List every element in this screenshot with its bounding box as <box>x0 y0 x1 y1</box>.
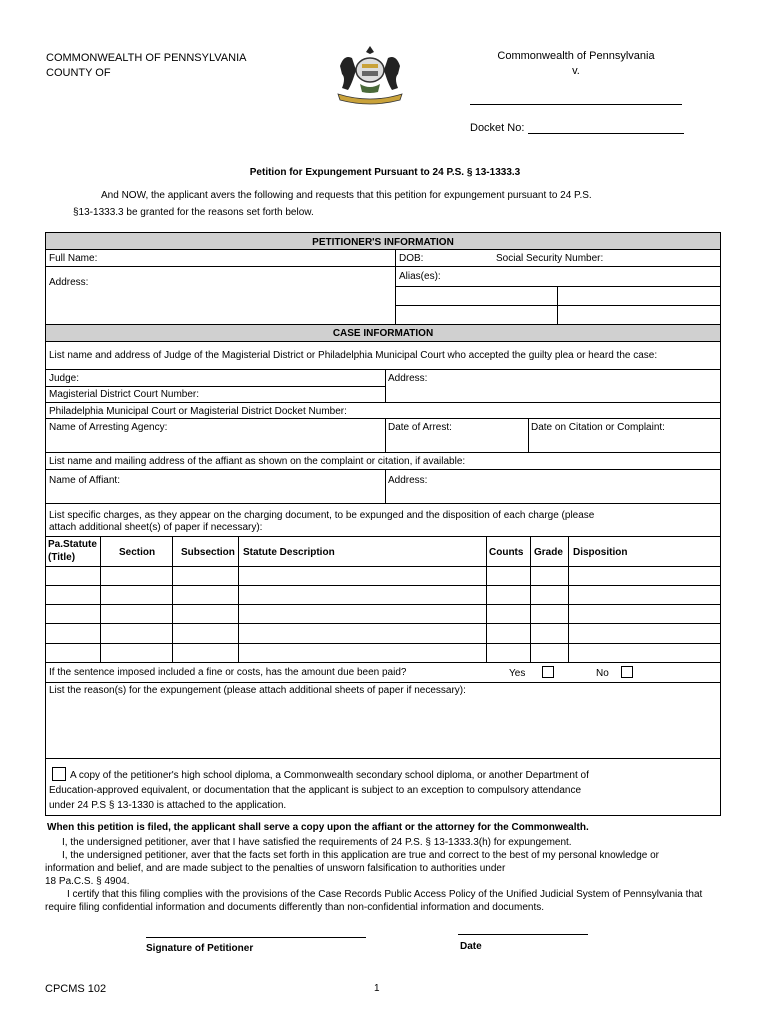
col-section-label: Section <box>119 547 156 558</box>
aver-facts-2: information and belief, and are made subject to the penalties of unsworn falsification to authorities under <box>45 863 506 874</box>
charge-row[interactable] <box>46 624 720 642</box>
reasons-label: List the reason(s) for the expungement (please attach additional sheets of paper if necessary): <box>49 685 466 696</box>
fine-paid-no-checkbox[interactable] <box>621 666 633 678</box>
date-on-citation-label: Date on Citation or Complaint: <box>531 422 665 433</box>
full-name-label: Full Name: <box>49 253 98 264</box>
petition-title: Petition for Expungement Pursuant to 24 P.S. § 13-1333.3 <box>249 167 521 178</box>
diploma-text-1: A copy of the petitioner's high school diploma, a Commonwealth secondary school diploma, or another Department of <box>70 770 589 781</box>
charge-row[interactable] <box>46 605 720 623</box>
form-id: CPCMS 102 <box>45 983 107 995</box>
col-statute-label-1: Pa.Statute <box>48 539 97 550</box>
judge-label: Judge: <box>49 373 80 384</box>
address-label: Address: <box>49 277 89 288</box>
affiant-instruction: List name and mailing address of the affiant as shown on the complaint or citation, if available: <box>49 456 466 467</box>
fine-question: If the sentence imposed included a fine or costs, has the amount due been paid? <box>49 667 407 678</box>
serve-notice: When this petition is filed, the applicant shall serve a copy upon the affiant or the attorney for the Commonwealth. <box>47 822 589 833</box>
caption-versus: v. <box>572 65 580 77</box>
signature-label: Signature of Petitioner <box>146 943 254 954</box>
judge-instruction: List name and address of Judge of the Magisterial District or Philadelphia Municipal Court who accepted the guilty plea or heard the case: <box>49 350 658 361</box>
charge-row[interactable] <box>46 586 720 604</box>
col-disposition-label: Disposition <box>573 547 628 558</box>
no-label: No <box>596 668 609 679</box>
col-counts-label: Counts <box>489 547 524 558</box>
yes-label: Yes <box>509 668 526 679</box>
intro-line-2: §13-1333.3 be granted for the reasons set forth below. <box>73 207 314 218</box>
charges-instruction-2: attach additional sheet(s) of paper if necessary): <box>49 522 263 533</box>
docket-number-line[interactable] <box>528 133 684 134</box>
col-description-label: Statute Description <box>243 547 335 558</box>
charge-row[interactable] <box>46 567 720 585</box>
date-label: Date <box>460 941 482 952</box>
fine-paid-yes-checkbox[interactable] <box>542 666 554 678</box>
date-of-arrest-label: Date of Arrest: <box>388 422 452 433</box>
affiant-address-label: Address: <box>388 475 428 486</box>
col-statute-label-2: (Title) <box>48 552 76 563</box>
col-subsection-label: Subsection <box>181 547 235 558</box>
dob-label: DOB: <box>399 253 424 264</box>
caption-commonwealth: Commonwealth of Pennsylvania <box>497 50 655 62</box>
aver-facts-1: I, the undersigned petitioner, aver that the facts set forth in this application are true and correct to the best of my personal knowledge or <box>62 850 660 861</box>
aliases-label: Alias(es): <box>399 271 441 282</box>
aver-facts-3: 18 Pa.C.S. § 4904. <box>45 876 130 887</box>
reasons-textarea[interactable] <box>46 698 720 756</box>
diploma-checkbox[interactable] <box>52 767 66 781</box>
intro-line-1: And NOW, the applicant avers the following and requests that this petition for expungement pursuant to 24 P.S. <box>101 190 592 201</box>
defendant-name-line[interactable] <box>470 104 682 105</box>
judge-address-label: Address: <box>388 373 428 384</box>
arresting-agency-label: Name of Arresting Agency: <box>49 422 168 433</box>
charges-instruction-1: List specific charges, as they appear on the charging document, to be expunged and the disposition of each charge (please <box>49 510 595 521</box>
date-line[interactable] <box>458 934 588 935</box>
diploma-text-3: under 24 P.S § 13-1330 is attached to the application. <box>49 800 287 811</box>
affiant-name-label: Name of Affiant: <box>49 475 120 486</box>
diploma-text-2: Education-approved equivalent, or documentation that the applicant is subject to an exception to compulsory attendance <box>49 785 582 796</box>
mdc-number-label: Magisterial District Court Number: <box>49 389 200 400</box>
petitioner-heading: PETITIONER'S INFORMATION <box>312 237 454 248</box>
signature-line[interactable] <box>146 937 366 938</box>
docket-label: Docket No: <box>470 122 525 134</box>
certify-text-2: require filing confidential information and documents differently than non-confidential information and documents. <box>45 902 545 913</box>
docket-number-label: Philadelphia Municipal Court or Magisterial District Docket Number: <box>49 406 347 417</box>
aver-requirements: I, the undersigned petitioner, aver that I have satisfied the requirements of 24 P.S. § 13-1333.3(h) for expungement. <box>62 837 572 848</box>
certify-text-1: I certify that this filing complies with the provisions of the Case Records Public Access Policy of the Unified Judicial System of Pennsylvania that <box>67 889 703 900</box>
county-label: COUNTY OF <box>46 67 111 79</box>
pennsylvania-seal-icon <box>330 44 410 108</box>
court-name: COMMONWEALTH OF PENNSYLVANIA <box>46 52 247 64</box>
col-grade-label: Grade <box>534 547 563 558</box>
ssn-label: Social Security Number: <box>496 253 604 264</box>
case-heading: CASE INFORMATION <box>332 328 434 339</box>
page-number: 1 <box>374 983 380 994</box>
charge-row[interactable] <box>46 644 720 662</box>
